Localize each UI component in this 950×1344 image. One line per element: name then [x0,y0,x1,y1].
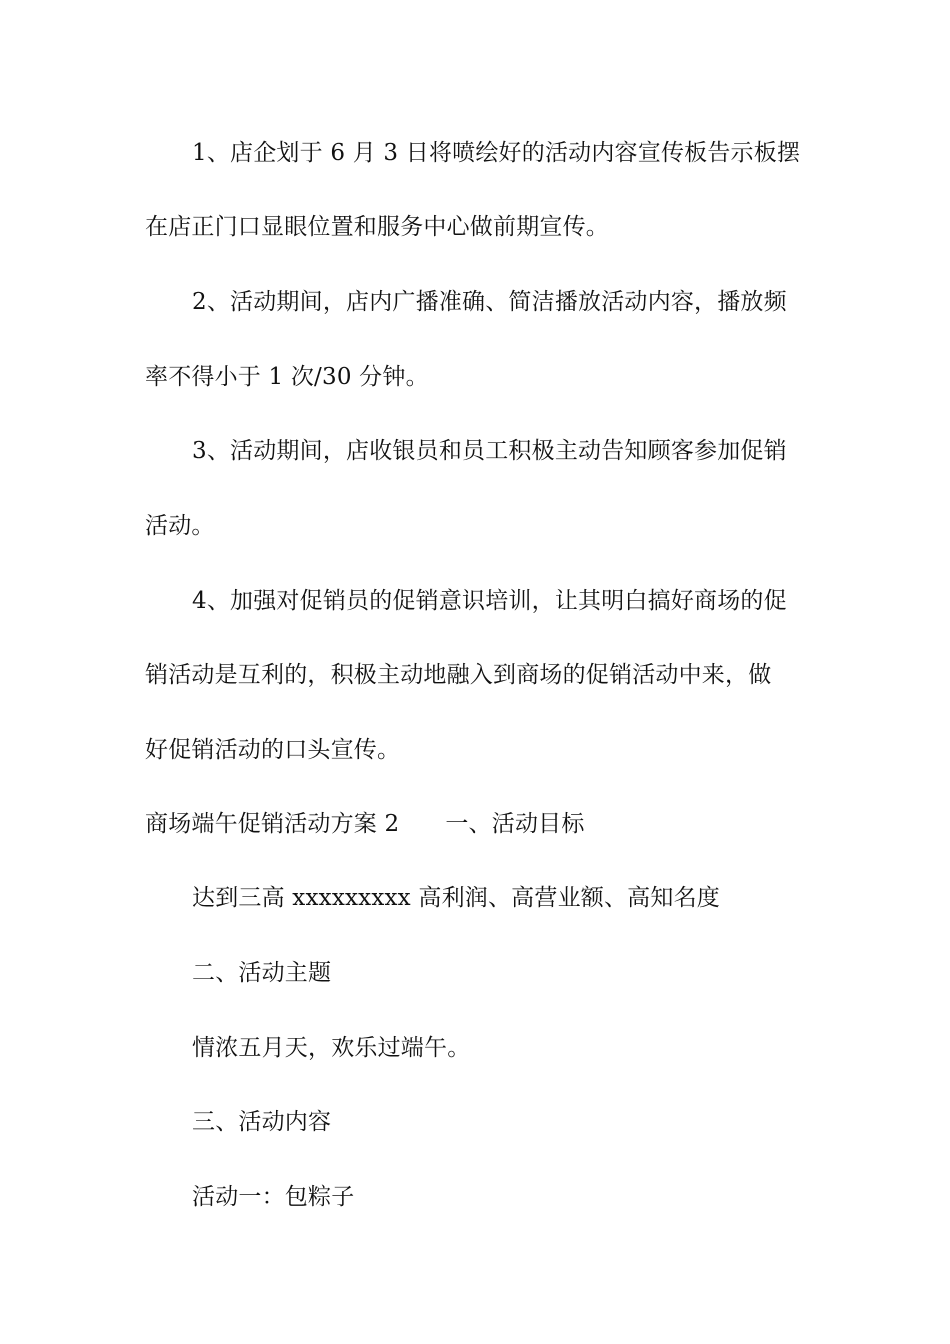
document-title: 商场端午促销活动方案 2 [145,811,400,837]
heading-content: 三、活动内容 [192,1109,332,1135]
theme-text: 情浓五月天，欢乐过端午。 [192,1035,471,1061]
paragraph-3-line-2: 活动。 [145,513,215,539]
section-title-line [145,809,815,839]
heading-theme: 二、活动主题 [192,960,332,986]
paragraph-1-line-1: 1、店企划于 6 月 3 日将喷绘好的活动内容宣传板告示板摆 [192,140,801,166]
goal-text: 达到三高 xxxxxxxxx 高利润、高营业额、高知名度 [192,885,720,911]
paragraph-2-line-2: 率不得小于 1 次/30 分钟。 [145,364,429,390]
first-heading: 一、活动目标 [445,811,585,837]
paragraph-1-line-2: 在店正门口显眼位置和服务中心做前期宣传。 [145,214,609,240]
paragraph-3-line-1: 3、活动期间，店收银员和员工积极主动告知顾客参加促销 [192,438,787,464]
paragraph-2-line-1: 2、活动期间，店内广播准确、简洁播放活动内容，播放频 [192,289,787,315]
paragraph-4-line-1: 4、加强对促销员的促销意识培训，让其明白搞好商场的促 [192,588,787,614]
paragraph-4-line-3: 好促销活动的口头宣传。 [145,737,401,763]
activity-one: 活动一：包粽子 [192,1184,355,1210]
paragraph-4-line-2: 销活动是互利的，积极主动地融入到商场的促销活动中来，做 [145,662,772,688]
